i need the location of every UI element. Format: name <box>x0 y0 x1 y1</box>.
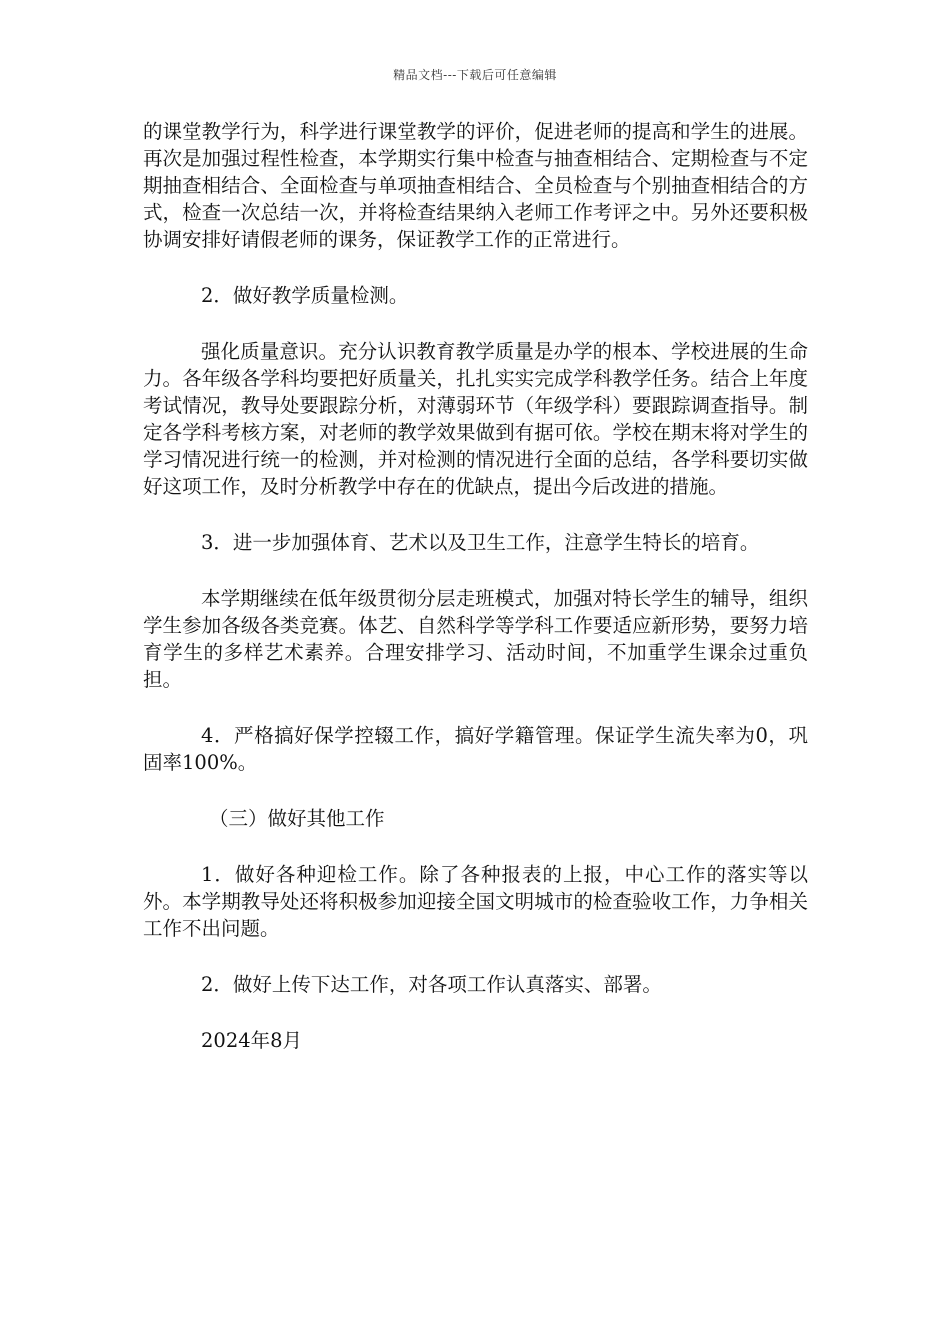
paragraph-inspections: 1．做好各种迎检工作。除了各种报表的上报，中心工作的落实等以外。本学期教导处还将积极参加迎接全国文明城市的检查验收工作，力争相关工作不出问题。 <box>143 863 808 940</box>
heading-sports-art-health: 3．进一步加强体育、艺术以及卫生工作，注意学生特长的培育。 <box>201 531 760 554</box>
section-heading-other-work: （三）做好其他工作 <box>209 807 385 830</box>
page-header: 精品文档---下载后可任意编辑 <box>393 68 557 82</box>
paragraph-quality-awareness: 强化质量意识。充分认识教育教学质量是办学的根本、学校进展的生命力。各年级各学科均要把好质量关，扎扎实实完成学科教学任务。结合上年度考试情况，教导处要跟踪分析，对薄弱环节（年级学科）要跟踪调查指导。制定各学科考核方案，对老师的教学效果做到有据可依。学校在期末将对学生的学习情况进行统一的检测，并对检测的情况进行全面的总结，各学科要切实做好这项工作，及时分析教学中存在的优缺点，提出今后改进的措施。 <box>143 340 808 498</box>
document-body <box>143 118 808 1083</box>
paragraph-classroom-evaluation: 的课堂教学行为，科学进行课堂教学的评价，促进老师的提高和学生的进展。再次是加强过程性检查，本学期实行集中检查与抽查相结合、定期检查与不定期抽查相结合、全面检查与单项抽查相结合、全员检查与个别抽查相结合的方式，检查一次总结一次，并将检查结果纳入老师工作考评之中。另外还要积极协调安排好请假老师的课务，保证教学工作的正常进行。 <box>143 120 808 251</box>
paragraph-communication: 2．做好上传下达工作，对各项工作认真落实、部署。 <box>201 973 662 996</box>
paragraph-layered-teaching: 本学期继续在低年级贯彻分层走班模式，加强对特长学生的辅导，组织学生参加各级各类竞赛。体艺、自然科学等学科工作要适应新形势，要努力培育学生的多样艺术素养。合理安排学习、活动时间，不加重学生课余过重负担。 <box>143 587 808 691</box>
document-date: 2024年8月 <box>201 1029 303 1052</box>
heading-quality-testing: 2．做好教学质量检测。 <box>201 284 409 307</box>
heading-student-retention: 4．严格搞好保学控辍工作，搞好学籍管理。保证学生流失率为0，巩固率100%。 <box>143 724 808 774</box>
